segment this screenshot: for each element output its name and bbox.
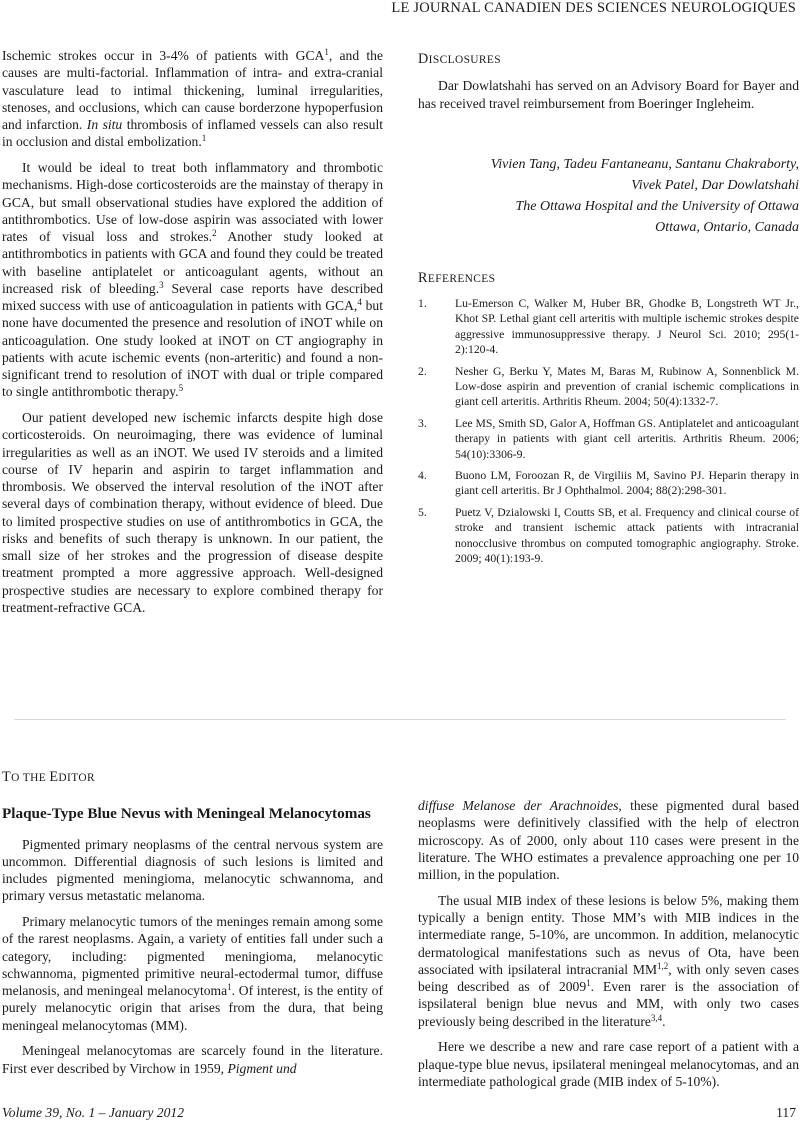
running-head: LE JOURNAL CANADIEN DES SCIENCES NEUROLOGIQUES [391,0,796,16]
paragraph: Primary melanocytic tumors of the meninges remain among some of the rarest neoplasms. Again, a variety of entities fall under such a category, including: pigmented meningioma, melanocytic schwannoma, pigmented primitive neural-ectodermal tumor, diffuse melanosis, and meningeal melanocytoma$^1$. Of interest, is the entity of purely melanocytic origin that arises from the dura, that being meningeal melanocytomas (MM). [2,914,383,1033]
disclosures-text: Dar Dowlatshahi has served on an Advisory Board for Bayer and has received travel reimbursement from Boeringer Ingleheim. [418,78,799,111]
paragraph: Pigmented primary neoplasms of the central nervous system are uncommon. Differential diagnosis of such lesions is limited and includes pigmented meningioma, melanocytic schwannoma, and primary versus metastatic melanoma. [2,836,383,904]
bottom-left-column [2,769,383,1085]
paragraph: Here we describe a new and rare case report of a patient with a plaque-type blue nevus, ipsilateral meningeal melanocytomas, and an intermediate pathological grade (MIB index of 5-10%). [418,1039,799,1089]
top-left-column [2,47,383,625]
reference-item: 3. Lee MS, Smith SD, Galor A, Hoffman GS. Antiplatelet and anticoagulant therapy in patients with giant cell arteritis. Arthritis Rheum. 2006; 54(10):3306-9. [418,416,799,461]
letter-title: Plaque-Type Blue Nevus with Meningeal Melanocytomas [2,805,371,823]
top-right-column [418,51,799,573]
paragraph: The usual MIB index of these lesions is below 5%, making them typically a benign entity. Those MM’s with MIB indices in the intermediate range, 5-10%, are uncommon. In addition, melanocytic dermatological manifestations such as nevus of Ota, have been associated with ipsilateral intracranial MM$^{1,2}$, with only seven cases being described as of 2009$^1$. Even rarer is the association of ispsilateral benign blue nevus and MM, with only two cases previously being described in the literature$^{3,4}$. [418,892,799,1029]
section-divider [14,719,786,720]
paragraph: diffuse Melanose der Arachnoides, these pigmented dural based neoplasms were definitively classified with the help of electron microscopy. As of 2000, only about 110 cases were present in the literature. The WHO estimates a prevalence approaching one per 10 million, in the population. [418,798,799,882]
paragraph: Ischemic strokes occur in 3-4% of patients with GCA$^1$, and the causes are multi-factorial. Inflammation of intra- and extra-cranial vasculature lead to intimal thickening, luminal irregularities, stenoses, and occlusions, which can cause borderzone hypoperfusion and infarction. In situ thrombosis of inflamed vessels can also result in occlusion and distal embolization.$^1$ [2,47,383,150]
footer-volume: Volume 39, No. 1 – January 2012 [2,1105,184,1120]
reference-item: 4. Buono LM, Foroozan R, de Virgiliis M, Savino PJ. Heparin therapy in giant cell arteritis. Br J Ophthalmol. 2004; 88(2):298-301. [418,469,799,498]
reference-item: 2. Nesher G, Berku Y, Mates M, Baras M, Rubinow A, Sonnenblick M. Low-dose aspirin and prevention of cranial ischemic complications in giant cell arteritis. Arthritis Rheum. 2004; 50(4):1332-7. [418,364,799,409]
to-the-editor-heading: TO THE EDITOR [2,769,96,785]
reference-list [418,296,799,567]
paragraph: Our patient developed new ischemic infarcts despite high dose corticosteroids. On neuroimaging, there was evidence of luminal irregularities as well as an iNOT. We used IV steroids and a limited course of IV heparin and aspirin to target inflammation and thrombosis. We observed the interval resolution of the iNOT after several days of combination therapy, without evidence of bleed. Due to limited prospective studies on use of antithrombotics in GCA, the risks and benefits of such therapy is unknown. In our patient, the small size of her strokes and the progression of disease despite treatment prompted a more aggressive approach. Well-designed prospective studies are necessary to explore combined therapy for treatment-refractive GCA. [2,410,383,615]
paragraph: Meningeal melanocytomas are scarcely found in the literature. First ever described by Virchow in 1959, Pigment und [2,1043,383,1076]
page-number: 117 [776,1105,796,1120]
author-signature: Vivien Tang, Tadeu Fantaneanu, Santanu Chakraborty, Vivek Patel, Dar Dowlatshahi The Ottawa Hospital and the University of Ottawa Ottawa, Ontario, Canada [490,156,799,235]
bottom-right-column [418,797,799,1099]
reference-item: 1. Lu-Emerson C, Walker M, Huber BR, Ghodke B, Longstreth WT Jr., Khot SP. Lethal giant cell arteritis with multiple ischemic strokes despite aggressive immunosuppressive therapy. J Neurol Sci. 2010; 295(1-2):120-4. [418,297,799,357]
paragraph: It would be ideal to treat both inflammatory and thrombotic mechanisms. High-dose corticosteroids are the mainstay of therapy in GCA, but small observational studies have explored the addition of antithrombotics. Use of low-dose aspirin was associated with lower rates of visual loss and strokes.$^2$ Another study looked at antithrombotics in patients with GCA and found they could be treated with baseline antiplatelet or anticoagulant agents, without an increased risk of bleeding.$^3$ Several case reports have described mixed success with use of anticoagulation in patients with GCA,$^4$ but none have documented the presence and resolution of iNOT while on anticoagulation. One study looked at iNOT on CT angiography in patients with acute ischemic events (non-arteritic) and found a non-significant trend to resolution of iNOT with dual or triple compared to single antithrombotic therapy.$^5$ [2,160,384,400]
disclosures-heading: DISCLOSURES [418,51,502,67]
reference-item: 5. Puetz V, Dzialowski I, Coutts SB, et al. Frequency and clinical course of stroke and transient ischemic attack patients with intracranial nonocclusive thrombus on computed tomographic angiography. Stroke. 2009; 40(1):193-9. [418,505,799,566]
references-heading: REFERENCES [418,269,496,286]
